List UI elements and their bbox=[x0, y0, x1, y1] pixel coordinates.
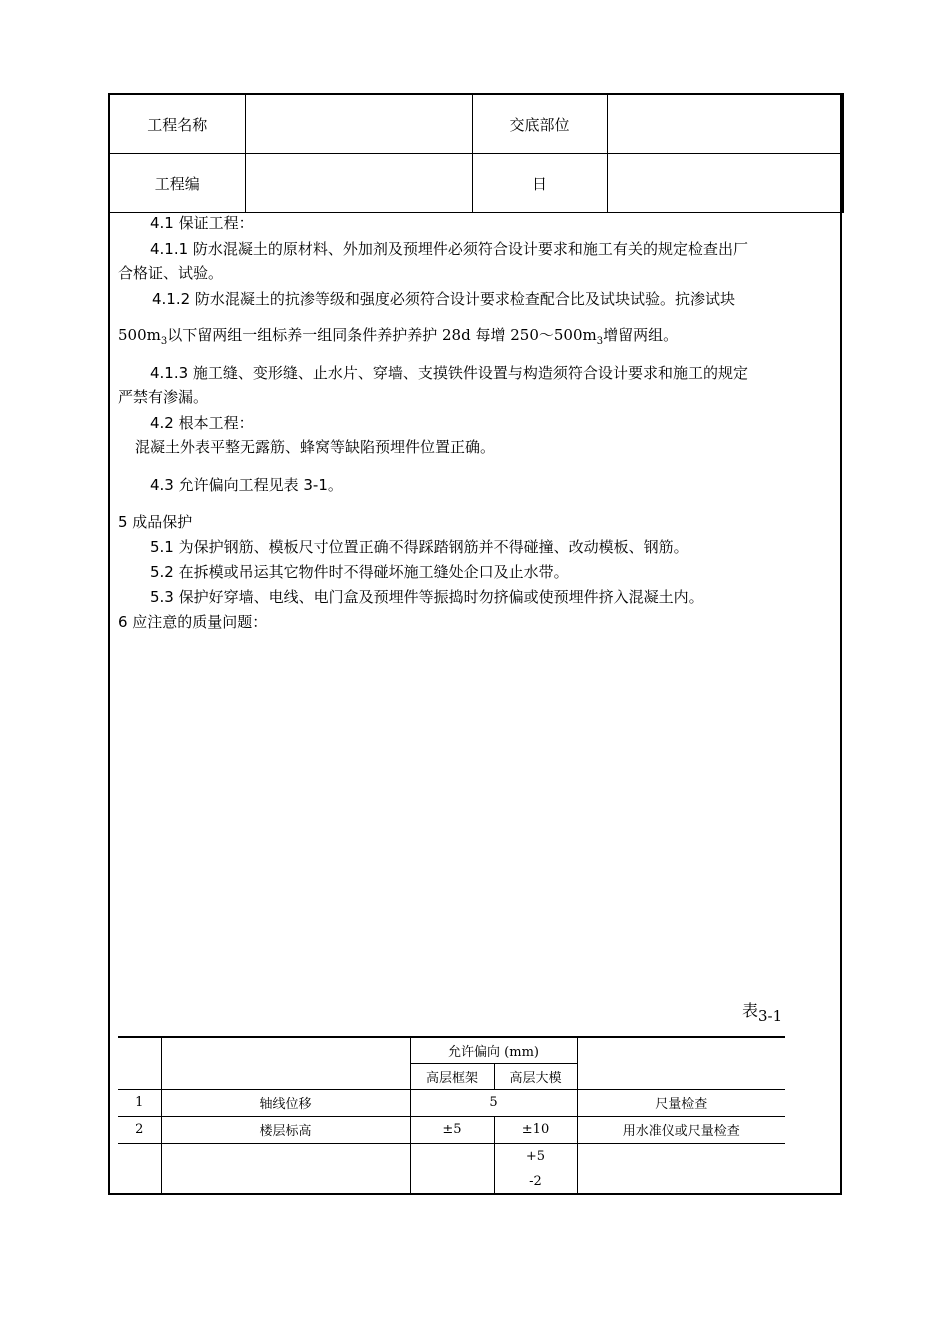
row-item: 楼层标高 bbox=[161, 1116, 410, 1143]
section-4-1-3-line2: 严禁有渗漏。 bbox=[118, 388, 209, 406]
row-large-value: ±10 bbox=[494, 1116, 577, 1143]
handover-part-label: 交底部位 bbox=[472, 94, 607, 154]
row-no bbox=[118, 1143, 161, 1194]
row-large-value-bottom: -2 bbox=[529, 1173, 542, 1189]
section-5-2: 5.2 在拆模或吊运其它物件时不得碰坏施工缝处企口及止水带。 bbox=[150, 563, 569, 581]
handover-part-value[interactable] bbox=[607, 94, 843, 154]
section-4-1-3-line1: 4.1.3 施工缝、变形缝、止水片、穿墙、支摸铁件设置与构造须符合设计要求和施工的规定 bbox=[150, 364, 748, 382]
header-group-cell: 允许偏向 (mm) bbox=[410, 1037, 577, 1063]
row-frame-value: ±5 bbox=[410, 1116, 494, 1143]
table-row bbox=[118, 1143, 785, 1194]
project-name-value[interactable] bbox=[245, 94, 472, 154]
section-4-1-1-line2: 合格证、试验。 bbox=[118, 264, 224, 282]
table-row bbox=[118, 1089, 785, 1116]
row-merged-value: 5 bbox=[410, 1089, 577, 1116]
section-4-2: 4.2 根本工程： bbox=[150, 414, 254, 432]
deviation-table bbox=[118, 1036, 785, 1195]
row-method: 尺量检查 bbox=[577, 1089, 785, 1116]
section-5-heading: 5 成品保护 bbox=[118, 513, 193, 531]
row-item: 轴线位移 bbox=[161, 1089, 410, 1116]
header-method-cell bbox=[577, 1037, 785, 1089]
section-5-1: 5.1 为保护钢筋、模板尺寸位置正确不得踩踏钢筋并不得碰撞、改动模板、钢筋。 bbox=[150, 538, 689, 556]
date-value[interactable] bbox=[607, 154, 843, 213]
project-number-value[interactable] bbox=[245, 154, 472, 213]
date-label: 日 bbox=[472, 154, 607, 213]
section-6-heading: 6 应注意的质量问题： bbox=[118, 613, 268, 631]
table-row bbox=[118, 1116, 785, 1143]
table-caption: 表3-1 bbox=[742, 1001, 783, 1025]
row-frame-value bbox=[410, 1143, 494, 1194]
header-table bbox=[108, 93, 844, 213]
row-method: 用水准仪或尺量检查 bbox=[577, 1116, 785, 1143]
section-4-1-1-line1: 4.1.1 防水混凝土的原材料、外加剂及预埋件必须符合设计要求和施工有关的规定检查出厂 bbox=[150, 240, 748, 258]
section-4-1-2-line2: $500m_3$以下留两组一组标养一组同条件养护养护 28d 每增 $250\sim 500m_3$增留两组。 bbox=[118, 326, 679, 347]
row-large-value bbox=[494, 1143, 577, 1194]
row-item bbox=[161, 1143, 410, 1194]
header-large-cell: 高层大模 bbox=[494, 1063, 577, 1089]
project-name-label: 工程名称 bbox=[109, 94, 245, 154]
project-number-label: 工程编 bbox=[109, 154, 245, 213]
row-method bbox=[577, 1143, 785, 1194]
row-no: 1 bbox=[118, 1089, 161, 1116]
section-5-3: 5.3 保护好穿墙、电线、电门盒及预埋件等振捣时勿挤偏或使预埋件挤入混凝土内。 bbox=[150, 588, 704, 606]
section-4-2-text: 混凝土外表平整无露筋、蜂窝等缺陷预埋件位置正确。 bbox=[135, 438, 496, 456]
section-4-1: 4.1 保证工程： bbox=[150, 214, 254, 232]
section-4-3: 4.3 允许偏向工程见表 3-1。 bbox=[150, 476, 343, 494]
row-large-value-top: +5 bbox=[525, 1148, 546, 1164]
header-frame-cell: 高层框架 bbox=[410, 1063, 494, 1089]
section-4-1-2-line1: 4.1.2 防水混凝土的抗渗等级和强度必须符合设计要求检查配合比及试块试验。抗渗试块 bbox=[152, 290, 735, 308]
header-no-cell bbox=[118, 1037, 161, 1089]
row-no: 2 bbox=[118, 1116, 161, 1143]
header-item-cell bbox=[161, 1037, 410, 1089]
